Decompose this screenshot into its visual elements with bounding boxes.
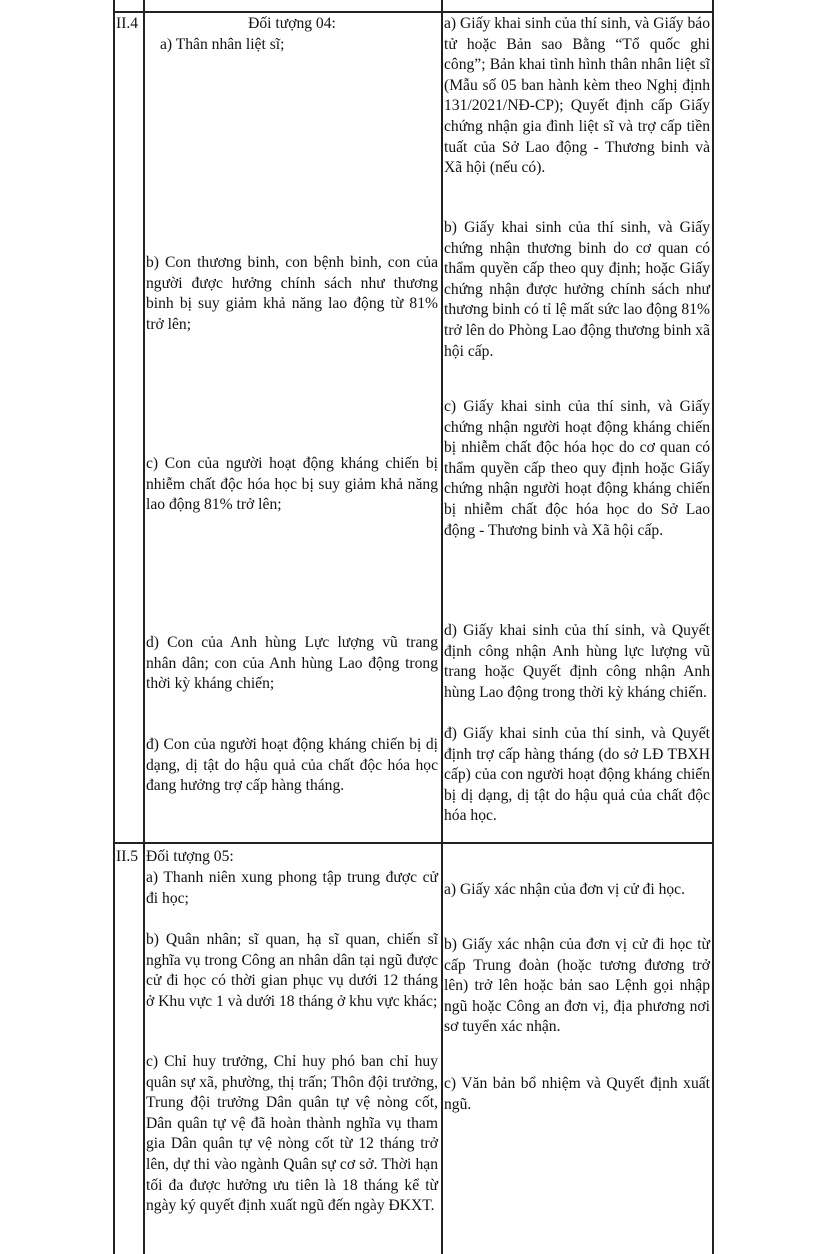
subject-text: a) Thân nhân liệt sĩ; — [160, 36, 285, 53]
evidence-text: d) Giấy khai sinh của thí sinh, và Quyết định công nhận Anh hùng lực lượng vũ trang hoặc Quyết định công nhận Anh hùng Lao động trong thời kỳ kháng chiến. — [444, 622, 710, 701]
row-heading: Đối tượng 04: — [248, 15, 336, 32]
subject-text: c) Chỉ huy trưởng, Chỉ huy phó ban chỉ huy quân sự xã, phường, thị trấn; Thôn đội trưởng, Trung đội trưởng Dân quân tự vệ nòng cốt, Dân quân tự vệ đã hoàn thành nghĩa vụ tham gia Dân quân tự vệ nòng cốt từ 12 tháng trở lên, dự thi vào ngành Quân sự cơ sở. Thời hạn tối đa được hưởng ưu tiên là 18 tháng kể từ ngày ký quyết định xuất ngũ đến ngày ĐKXT. — [146, 1053, 438, 1215]
row-heading: Đối tượng 05: — [146, 848, 234, 865]
table-divider-number — [143, 0, 145, 1254]
subject-text: đ) Con của người hoạt động kháng chiến bị dị dạng, dị tật do hậu quả của chất độc hóa học đang hưởng trợ cấp hàng tháng. — [146, 736, 438, 795]
row-number: II.4 — [116, 15, 139, 32]
subject-text: b) Con thương binh, con bệnh binh, con của người được hưởng chính sách như thương binh bị suy giảm khả năng lao động từ 81% trở lên; — [146, 254, 438, 333]
table-row-separator — [113, 842, 714, 844]
row-number: II.5 — [116, 848, 139, 865]
table-border-left — [113, 0, 115, 1254]
evidence-text: b) Giấy xác nhận của đơn vị cử đi học từ cấp Trung đoàn (hoặc tương đương trở lên) trở lên hoặc bản sao Lệnh gọi nhập ngũ hoặc Công an đơn vị, địa phương nơi sơ tuyển xác nhận. — [444, 936, 710, 1036]
evidence-text: đ) Giấy khai sinh của thí sinh, và Quyết định trợ cấp hàng tháng (do sở LĐ TBXH cấp) của con người hoạt động kháng chiến bị dị dạng, dị tật do hậu quả của chất độc hóa học. — [444, 725, 710, 825]
evidence-text: a) Giấy xác nhận của đơn vị cử đi học. — [444, 881, 685, 898]
evidence-text: c) Giấy khai sinh của thí sinh, và Giấy chứng nhận người hoạt động kháng chiến bị nhiễm chất độc hóa học do cơ quan có thẩm quyền cấp theo quy định hoặc Giấy chứng nhận người hoạt động kháng chiến bị nhiễm chất độc hóa học do Sở Lao động - Thương binh và Xã hội cấp. — [444, 398, 710, 539]
subject-text: d) Con của Anh hùng Lực lượng vũ trang nhân dân; con của Anh hùng Lao động trong thời kỳ kháng chiến; — [146, 634, 438, 693]
subject-text: a) Thanh niên xung phong tập trung được cử đi học; — [146, 869, 438, 907]
table-border-right — [712, 0, 714, 1254]
evidence-text: c) Văn bản bổ nhiệm và Quyết định xuất ngũ. — [444, 1075, 710, 1113]
evidence-text: a) Giấy khai sinh của thí sinh, và Giấy báo tử hoặc Bản sao Bằng “Tổ quốc ghi công”; Bản khai tình hình thân nhân liệt sĩ (Mẫu số 05 ban hành kèm theo Nghị định 131/2021/NĐ-CP); Quyết định cấp Giấy chứng nhận gia đình liệt sĩ và trợ cấp tiền tuất của Sở Lao động - Thương binh và Xã hội (nếu có). — [444, 15, 710, 177]
evidence-text: b) Giấy khai sinh của thí sinh, và Giấy chứng nhận thương binh do cơ quan có thẩm quyền cấp theo quy định; hoặc Giấy chứng nhận được hưởng chính sách như thương binh có tỉ lệ mất sức lao động 81% trở lên do Phòng Lao động thương binh xã hội cấp. — [444, 219, 710, 360]
subject-text: c) Con của người hoạt động kháng chiến bị nhiễm chất độc hóa học bị suy giảm khả năng lao động 81% trở lên; — [146, 455, 438, 514]
table-divider-middle — [441, 0, 443, 1254]
table-top-border — [113, 11, 714, 13]
subject-text: b) Quân nhân; sĩ quan, hạ sĩ quan, chiến sĩ nghĩa vụ trong Công an nhân dân tại ngũ được cử đi học có thời gian phục vụ dưới 12 tháng ở Khu vực 1 và dưới 18 tháng ở khu vực khác; — [146, 931, 438, 1010]
